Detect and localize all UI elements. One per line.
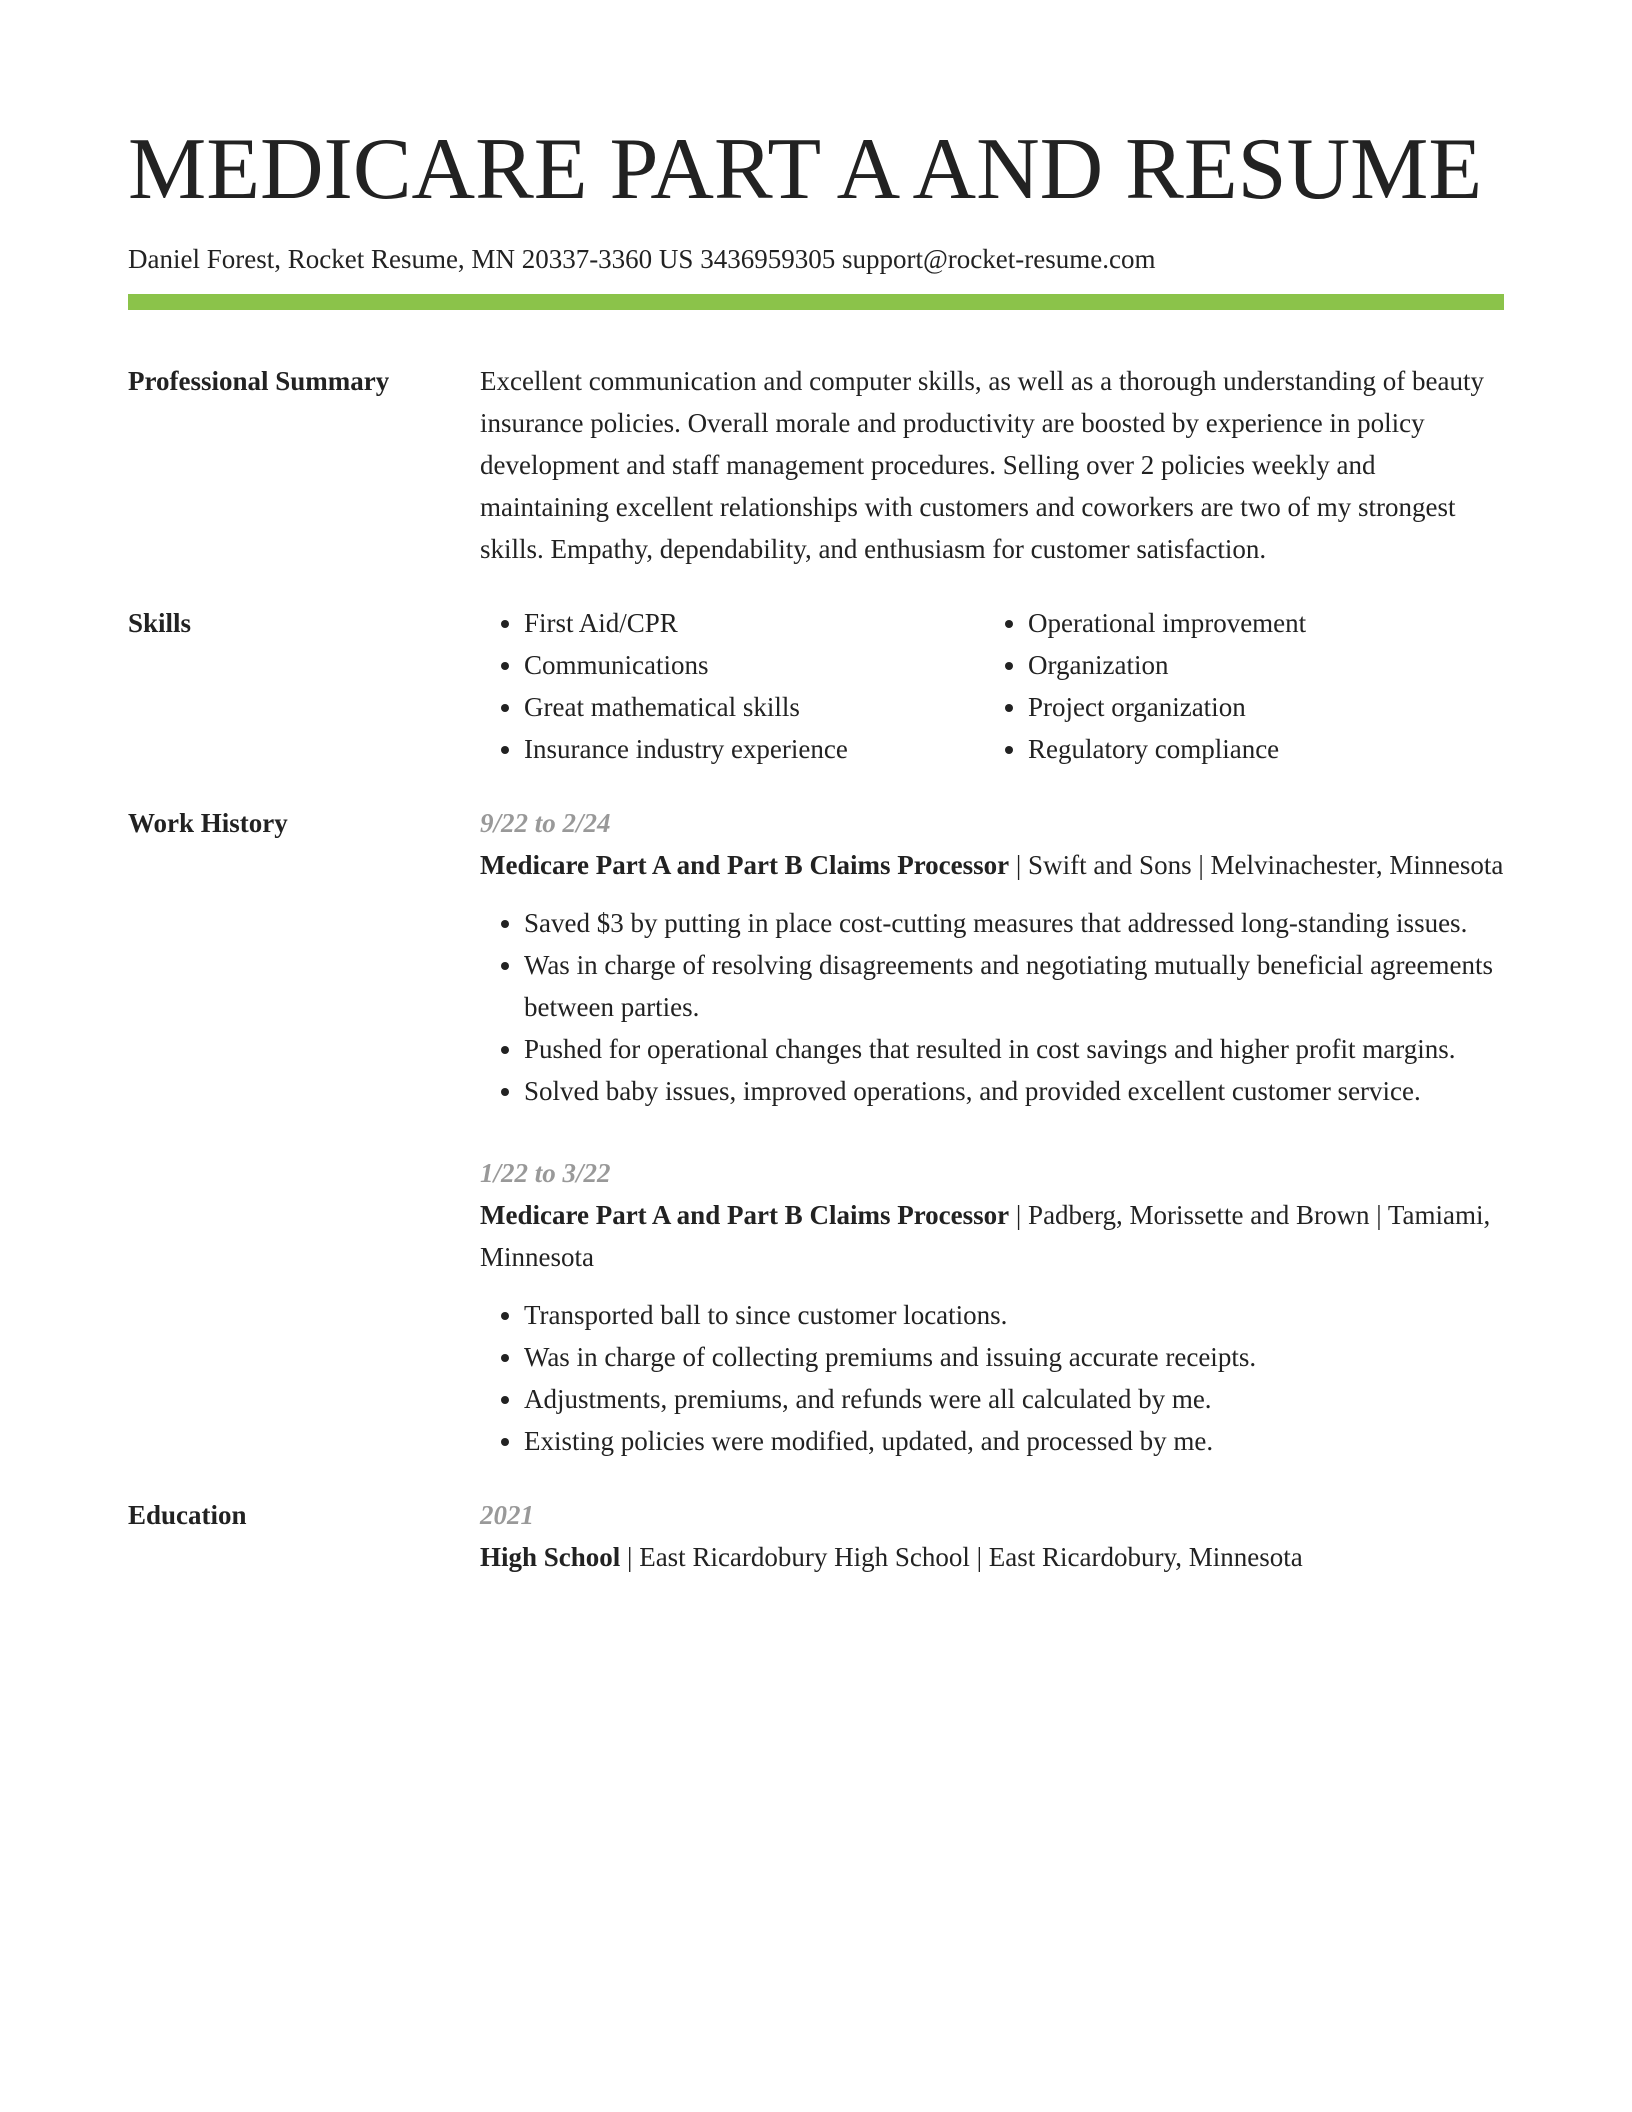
skills-label: Skills xyxy=(128,608,192,638)
education-label: Education xyxy=(128,1500,247,1530)
skill-item: • Regulatory compliance xyxy=(1028,728,1306,770)
education-year: 2021 xyxy=(480,1500,534,1530)
work-history-body xyxy=(480,802,1504,1462)
education-section xyxy=(128,1494,1504,1578)
job-heading xyxy=(480,844,1504,886)
job-employer-location: | Padberg, Morissette and Brown | Tamiami, Minnesota xyxy=(480,1200,1491,1272)
job-entry xyxy=(480,802,1504,1112)
job-bullets xyxy=(480,902,1504,1112)
education-body xyxy=(480,1494,1504,1578)
skill-item: • Organization xyxy=(1028,644,1306,686)
job-role: Medicare Part A and Part B Claims Processor xyxy=(480,1200,1010,1230)
job-bullets xyxy=(480,1294,1504,1462)
job-dates: 9/22 to 2/24 xyxy=(480,808,611,838)
skill-item: • Project organization xyxy=(1028,686,1306,728)
job-dates: 1/22 to 3/22 xyxy=(480,1158,611,1188)
job-bullet: • Pushed for operational changes that resulted in cost savings and higher profit margins. xyxy=(524,1028,1504,1070)
skill-item: • First Aid/CPR xyxy=(524,602,984,644)
contact-line: Daniel Forest, Rocket Resume, MN 20337-3360 US 3436959305 support@rocket-resume.com xyxy=(128,244,1156,274)
skill-item: • Great mathematical skills xyxy=(524,686,984,728)
work-history-section xyxy=(128,802,1504,1462)
resume-page xyxy=(128,0,1504,1578)
summary-text: Excellent communication and computer skills, as well as a thorough understanding of beauty insurance policies. Overall morale and productivity are boosted by experience in policy development and staff management procedures. Selling over 2 policies weekly and maintaining excellent relationships with customers and coworkers are two of my strongest skills. Empathy, dependability, and enthusiasm for customer satisfaction. xyxy=(480,366,1484,564)
summary-label: Professional Summary xyxy=(128,366,390,396)
job-bullet: • Existing policies were modified, updated, and processed by me. xyxy=(524,1420,1504,1462)
job-bullet: • Adjustments, premiums, and refunds were all calculated by me. xyxy=(524,1378,1504,1420)
accent-divider xyxy=(128,294,1504,310)
job-bullet: • Solved baby issues, improved operations, and provided excellent customer service. xyxy=(524,1070,1504,1112)
education-heading xyxy=(480,1536,1504,1578)
skills-column-right xyxy=(984,602,1306,770)
job-entry xyxy=(480,1152,1504,1462)
skills-column-left xyxy=(480,602,984,770)
skills-grid xyxy=(480,602,1504,770)
job-bullet: • Saved $3 by putting in place cost-cutting measures that addressed long-standing issues. xyxy=(524,902,1504,944)
job-employer-location: | Swift and Sons | Melvinachester, Minnesota xyxy=(1009,850,1504,880)
education-school-location: | East Ricardobury High School | East Ricardobury, Minnesota xyxy=(620,1542,1303,1572)
job-role: Medicare Part A and Part B Claims Processor xyxy=(480,850,1010,880)
job-heading xyxy=(480,1194,1504,1278)
work-history-label: Work History xyxy=(128,808,288,838)
skill-item: • Insurance industry experience xyxy=(524,728,984,770)
skill-item: • Operational improvement xyxy=(1028,602,1306,644)
skill-item: • Communications xyxy=(524,644,984,686)
resume-title: MEDICARE PART A AND RESUME xyxy=(128,121,1483,218)
summary-section xyxy=(128,360,1504,570)
job-bullet: • Was in charge of collecting premiums and issuing accurate receipts. xyxy=(524,1336,1504,1378)
job-bullet: • Was in charge of resolving disagreements and negotiating mutually beneficial agreements between parties. xyxy=(524,944,1504,1028)
skills-section xyxy=(128,602,1504,770)
education-degree: High School xyxy=(480,1542,621,1572)
job-bullet: • Transported ball to since customer locations. xyxy=(524,1294,1504,1336)
